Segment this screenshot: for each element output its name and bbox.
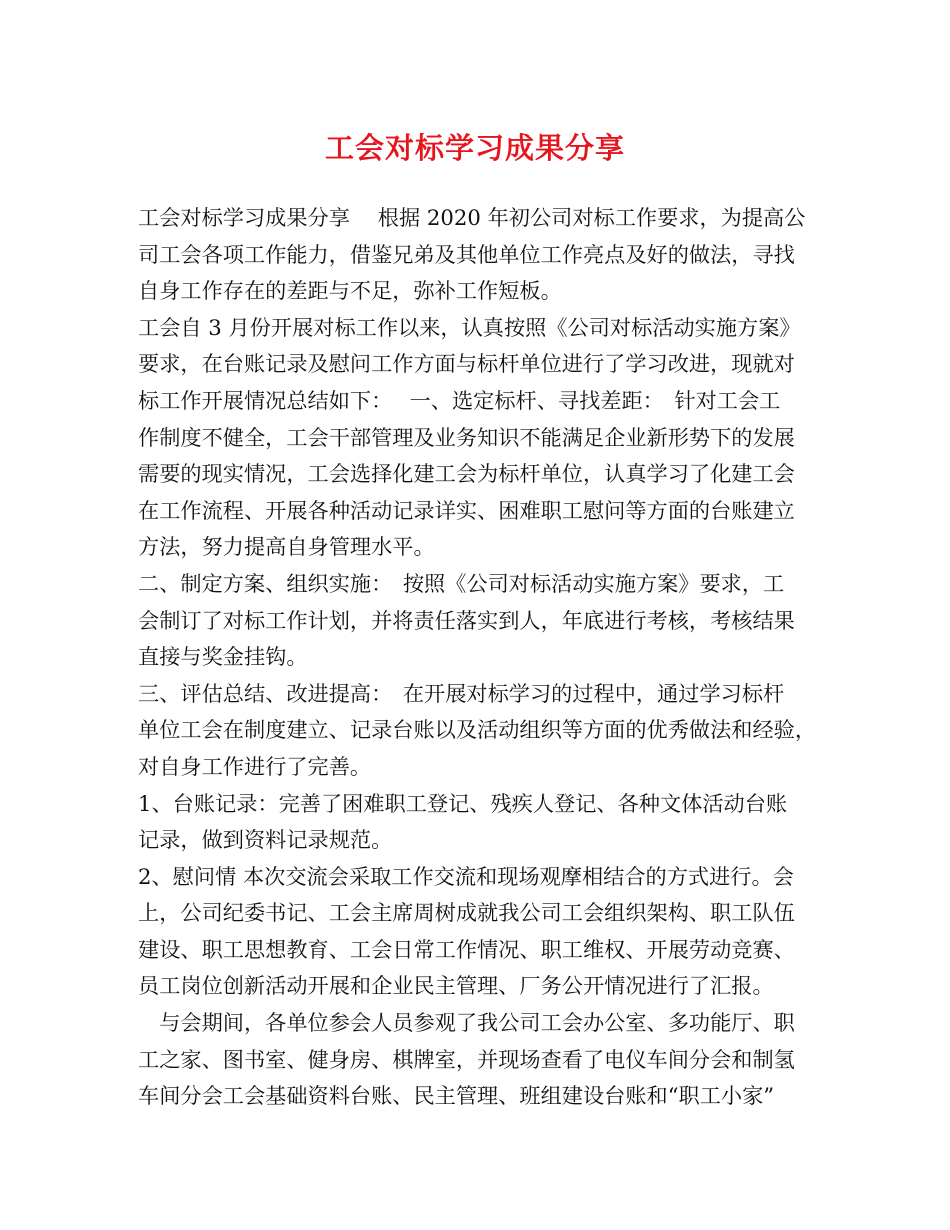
body-line: 直接与奖金挂钩。 [138,644,308,670]
document-body [138,200,828,1115]
body-line: 工会对标学习成果分享 根据 2020 年初公司对标工作要求，为提高公 [138,205,806,230]
body-line: 会制订了对标工作计划，并将责任落实到人，年底进行考核，考核结果 [138,607,795,633]
body-line: 工会自 3 月份开展对标工作以来，认真按照《公司对标活动实施方案》 [138,314,801,340]
document-title: 工会对标学习成果分享 [324,131,625,165]
body-line: 作制度不健全，工会干部管理及业务知识不能满足企业新形势下的发展 [138,424,795,450]
body-line: 1、台账记录：完善了困难职工登记、残疾人登记、各种文体活动台账 [138,790,788,816]
body-line: 单位工会在制度建立、记录台账以及活动组织等方面的优秀做法和经验， [138,717,817,743]
body-line: 建设、职工思想教育、工会日常工作情况、职工维权、开展劳动竞赛、 [138,936,795,962]
body-line: 方法，努力提高自身管理水平。 [138,534,435,560]
body-line: 自身工作存在的差距与不足，弥补工作短板。 [138,278,562,304]
body-line: 2、慰问情 本次交流会采取工作交流和现场观摩相结合的方式进行。会 [138,863,794,889]
body-line: 上，公司纪委书记、工会主席周树成就我公司工会组织架构、职工队伍 [138,900,795,926]
body-line: 二、制定方案、组织实施： 按照《公司对标活动实施方案》要求，工 [138,570,785,596]
body-line: 车间分会工会基础资料台账、民主管理、班组建设台账和“职工小家” [138,1083,775,1109]
body-line: 三、评估总结、改进提高： 在开展对标学习的过程中，通过学习标杆 [138,680,785,706]
body-line: 记录，做到资料记录规范。 [138,827,393,853]
body-line: 对自身工作进行了完善。 [138,753,372,779]
body-line: 工之家、图书室、健身房、棋牌室，并现场查看了电仪车间分会和制氢 [138,1046,795,1072]
body-line: 在工作流程、开展各种活动记录详实、困难职工慰问等方面的台账建立 [138,497,795,523]
body-line: 与会期间，各单位参会人员参观了我公司工会办公室、多功能厅、职 [138,1010,795,1036]
body-line: 需要的现实情况，工会选择化建工会为标杆单位，认真学习了化建工会 [138,461,795,487]
body-line: 标工作开展情况总结如下： 一、选定标杆、寻找差距： 针对工会工 [138,387,781,413]
body-line: 要求，在台账记录及慰问工作方面与标杆单位进行了学习改进，现就对 [138,351,795,377]
body-line: 司工会各项工作能力，借鉴兄弟及其他单位工作亮点及好的做法，寻找 [138,241,795,267]
body-line: 员工岗位创新活动开展和企业民主管理、厂务公开情况进行了汇报。 [138,973,774,999]
